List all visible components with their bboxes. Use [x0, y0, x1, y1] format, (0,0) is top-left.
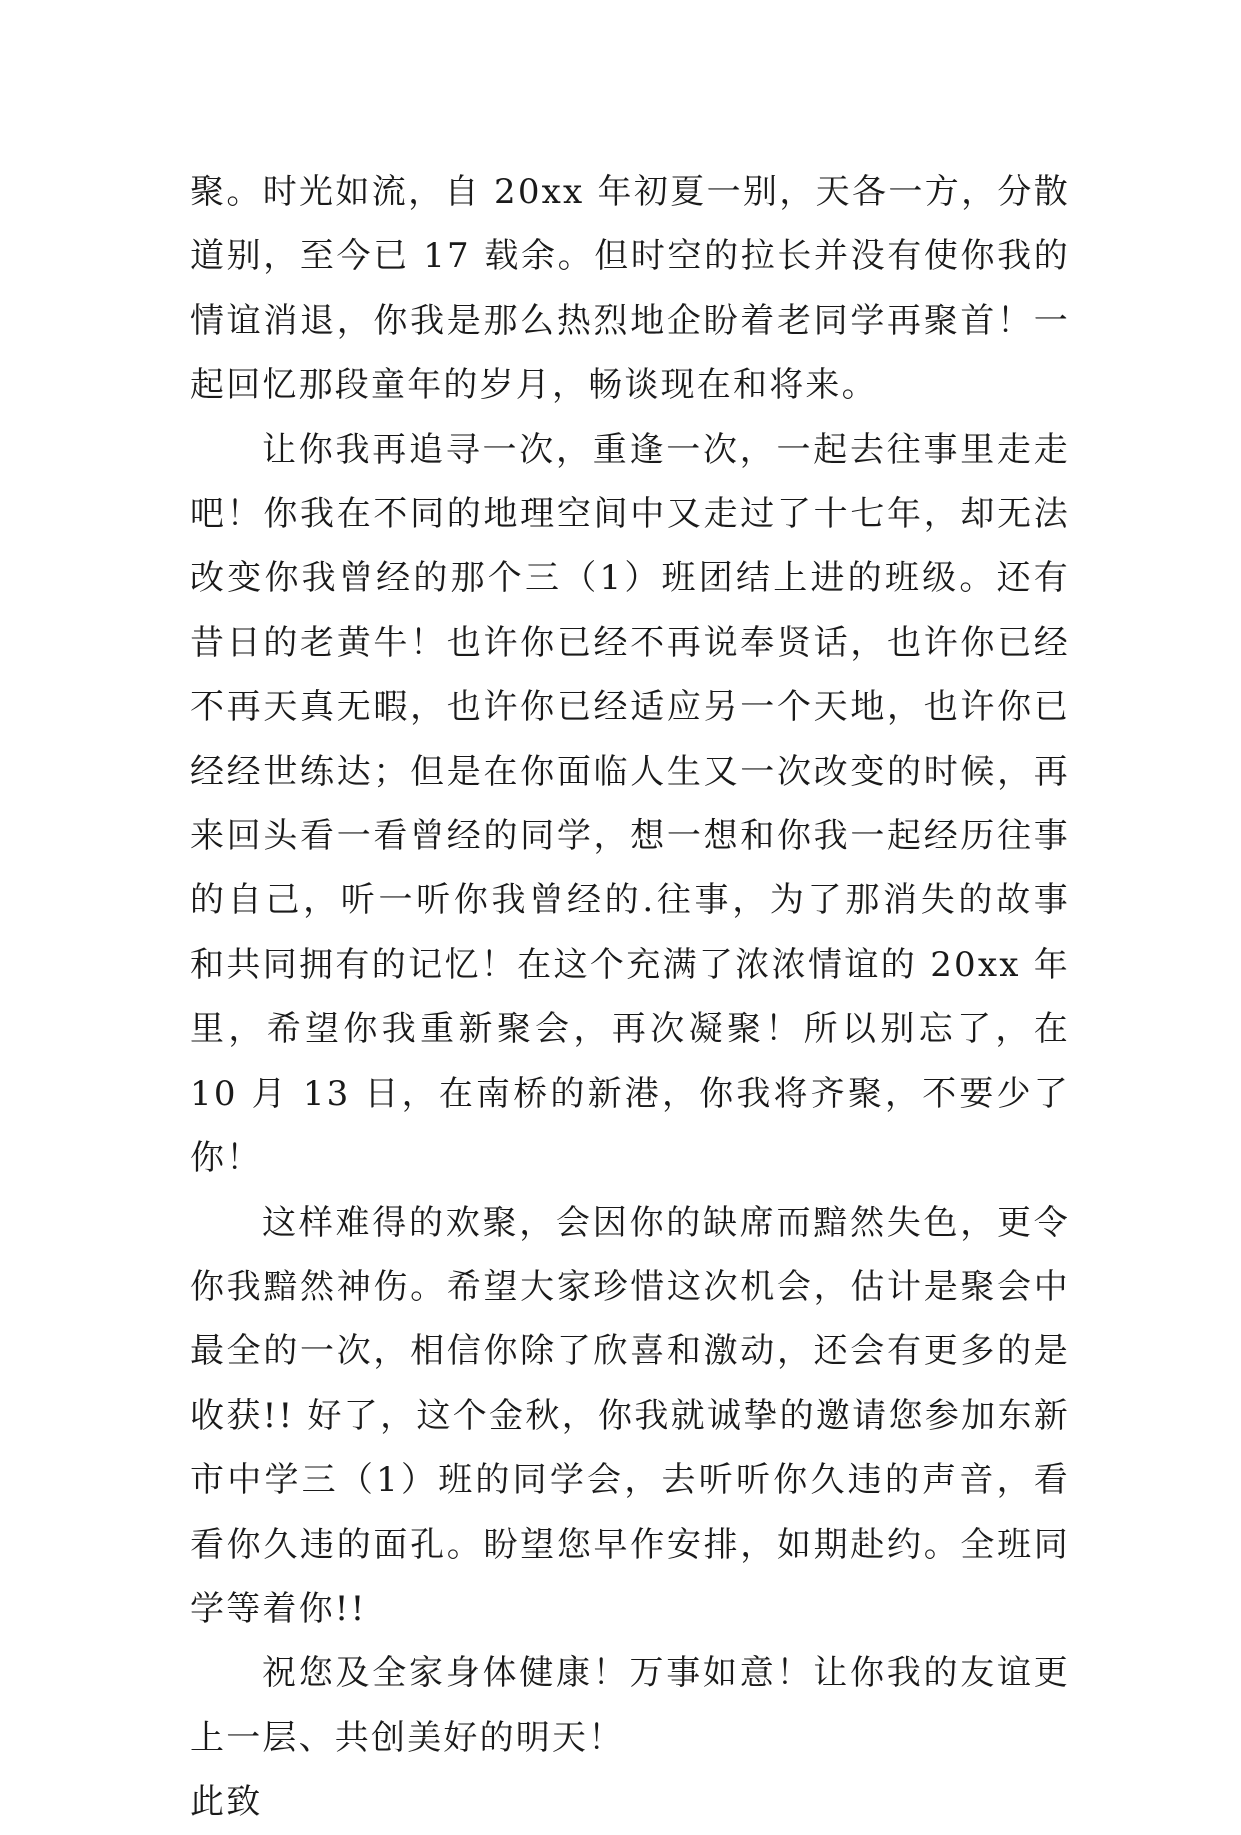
paragraph-continuation: 聚。时光如流，自 20xx 年初夏一别，天各一方，分散道别，至今已 17 载余。但时空的拉长并没有使你我的情谊消退，你我是那么热烈地企盼着老同学再聚首！一起回忆那段童年的岁月，畅谈现在和将来。	[190, 172, 1070, 406]
paragraph-invitation-memories: 让你我再追寻一次，重逢一次，一起去往事里走走吧！你我在不同的地理空间中又走过了十七年，却无法改变你我曾经的那个三（1）班团结上进的班级。还有昔日的老黄牛！也许你已经不再说奉贤话，也许你已经不再天真无暇，也许你已经适应另一个天地，也许你已经经世练达；但是在你面临人生又一次改变的时候，再来回头看一看曾经的同学，想一想和你我一起经历往事的自己，听一听你我曾经的.往事，为了那消失的故事和共同拥有的记忆！在这个充满了浓浓情谊的 20xx 年里，希望你我重新聚会，再次凝聚！所以别忘了，在 10 月 13 日，在南桥的新港，你我将齐聚，不要少了你！	[190, 429, 1070, 1179]
paragraph-blessing: 祝您及全家身体健康！万事如意！让你我的友谊更上一层、共创美好的明天！	[190, 1653, 1070, 1758]
document-body	[190, 160, 1070, 1835]
paragraph-invitation-request: 这样难得的欢聚，会因你的缺席而黯然失色，更令你我黯然神伤。希望大家珍惜这次机会，估计是聚会中最全的一次，相信你除了欣喜和激动，还会有更多的是收获!! 好了，这个金秋，你我就诚挚的邀请您参加东新市中学三（1）班的同学会，去听听你久违的声音，看看你久违的面孔。盼望您早作安排，如期赴约。全班同学等着你!!	[190, 1202, 1070, 1629]
closing-salutation: 此致	[190, 1782, 263, 1823]
